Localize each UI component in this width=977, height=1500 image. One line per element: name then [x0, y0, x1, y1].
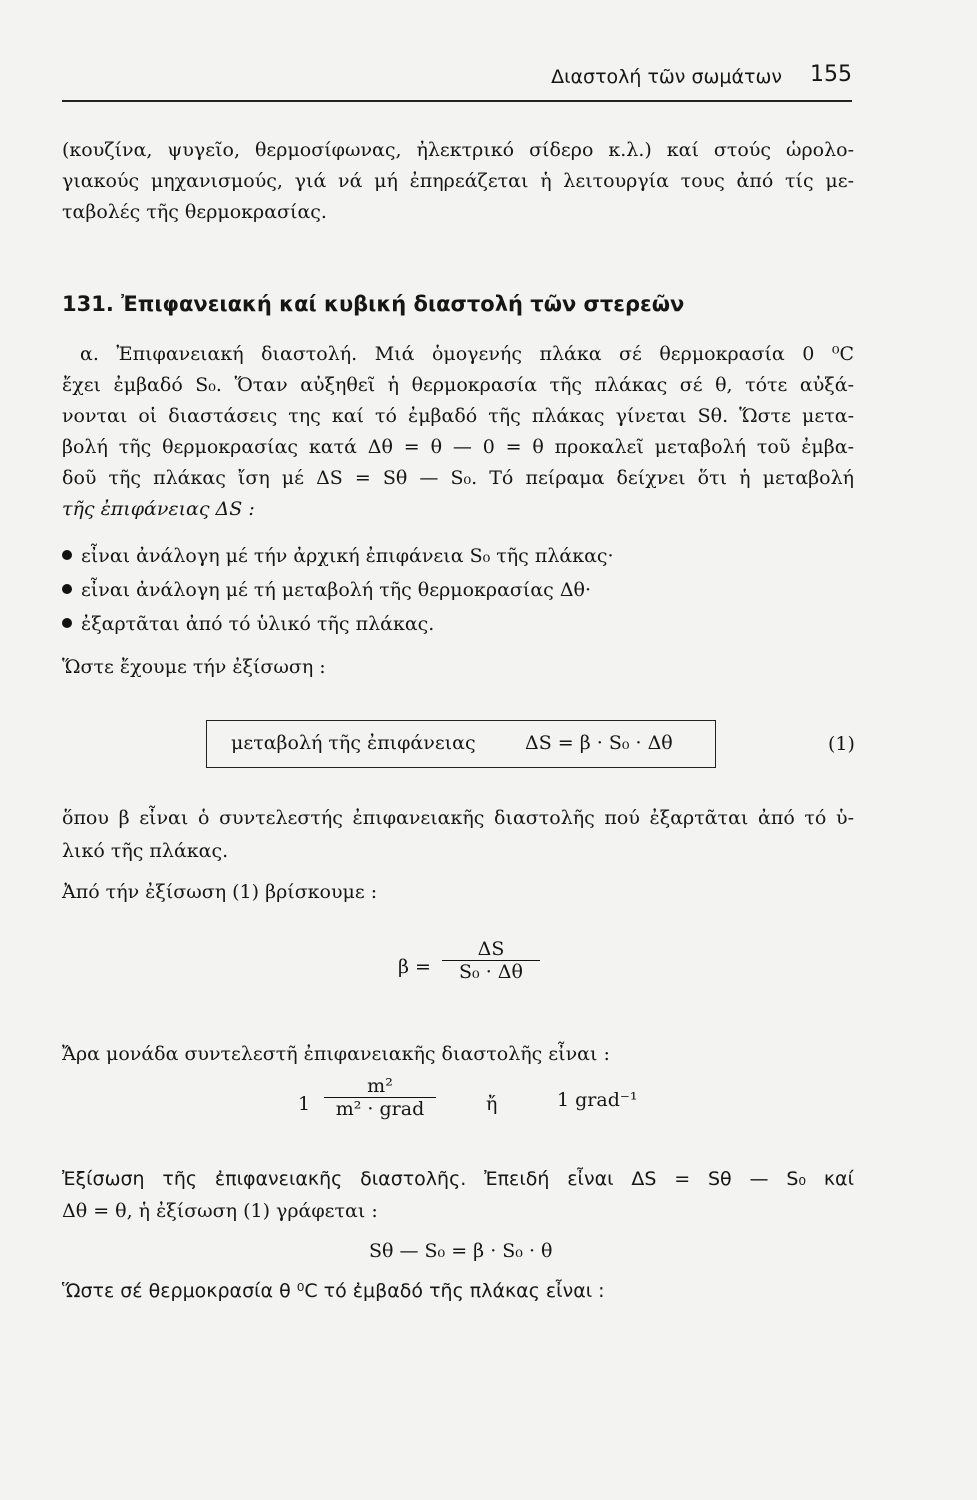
paragraph-line: τῆς ἐπιφάνειας ΔS :	[62, 498, 255, 520]
surface-formula: Sθ — S₀ = β · S₀ · θ	[369, 1240, 553, 1262]
paragraph-line: νονται οἱ διαστάσεις της καί τό ἐμβαδό τῆς πλάκας γίνεται Sθ. Ὥστε μετα-	[62, 405, 854, 427]
bullet-item	[62, 613, 434, 636]
beta-lhs: β =	[398, 956, 431, 978]
running-title: Διαστολή τῶν σωμάτων	[551, 66, 782, 88]
beta-denominator: S₀ · Δθ	[459, 961, 523, 983]
bullet-item	[62, 545, 614, 568]
paragraph-line: βολή τῆς θερμοκρασίας κατά Δθ = θ — 0 = θ προκαλεῖ μεταβολή τοῦ ἐμβα-	[62, 436, 854, 458]
bullet-text: εἶναι ἀνάλογη μέ τήν ἀρχική ἐπιφάνεια S₀ τῆς πλάκας·	[81, 545, 614, 567]
page-number: 155	[810, 62, 852, 87]
intro-line: γιακούς μηχανισμούς, γιά νά μή ἐπηρεάζεται ἡ λειτουργία τους ἀπό τίς με-	[62, 170, 854, 192]
intro-line: (κουζίνα, ψυγεῖο, θερμοσίφωνας, ἠλεκτρικό σίδερο κ.λ.) καί στούς ὡρολο-	[62, 139, 854, 161]
unit-or: ἤ	[486, 1093, 498, 1115]
bullet-icon	[62, 584, 72, 594]
equation-number: (1)	[828, 733, 855, 755]
page-header	[62, 56, 852, 102]
paragraph-line: ἔχει ἐμβαδό S₀. Ὅταν αὐξηθεῖ ἡ θερμοκρασία τῆς πλάκας σέ θ, τότε αὐξά-	[62, 374, 854, 396]
paragraph-line: Ἐξίσωση τῆς ἐπιφανειακῆς διαστολῆς. Ἐπειδή εἶναι ΔS = Sθ — S₀ καί	[62, 1168, 854, 1190]
equation-intro: Ὥστε ἔχουμε τήν ἐξίσωση :	[62, 656, 326, 678]
paragraph-line: δοῦ τῆς πλάκας ἴση μέ ΔS = Sθ — S₀. Τό πείραμα δείχνει ὅτι ἡ μεταβολή	[62, 467, 854, 489]
unit-alternative: 1 grad⁻¹	[557, 1089, 638, 1111]
beta-fraction	[442, 938, 540, 983]
paragraph-line: Ἄρα μονάδα συντελεστῆ ἐπιφανειακῆς διαστολῆς εἶναι :	[62, 1043, 610, 1065]
section-heading: 131. Ἐπιφανειακή καί κυβική διαστολή τῶν στερεῶν	[62, 292, 685, 316]
unit-one: 1	[298, 1093, 311, 1115]
paragraph-line: Ὥστε σέ θερμοκρασία θ ⁰C τό ἐμβαδό τῆς πλάκας εἶναι :	[62, 1280, 605, 1302]
unit-fraction	[324, 1075, 436, 1120]
bullet-text: ἐξαρτᾶται ἀπό τό ὑλικό τῆς πλάκας.	[81, 613, 435, 635]
bullet-icon	[62, 618, 72, 628]
unit-numerator: m²	[324, 1075, 436, 1098]
subsection-title: α. Ἐπιφανειακή διαστολή. Μιά ὁμογενής πλάκα σέ θερμοκρασία 0 ⁰C	[80, 343, 854, 365]
beta-numerator: ΔS	[442, 938, 540, 961]
paragraph-line: λικό τῆς πλάκας.	[62, 840, 229, 862]
bullet-icon	[62, 550, 72, 560]
paragraph-line: Ἀπό τήν ἐξίσωση (1) βρίσκουμε :	[62, 881, 378, 903]
paragraph-line: Δθ = θ, ἡ ἐξίσωση (1) γράφεται :	[62, 1200, 378, 1222]
bullet-text: εἶναι ἀνάλογη μέ τή μεταβολή τῆς θερμοκρασίας Δθ·	[81, 579, 592, 601]
equation-formula: ΔS = β · S₀ · Δθ	[525, 732, 673, 754]
intro-line: ταβολές τῆς θερμοκρασίας.	[62, 201, 327, 223]
paragraph-line: ὅπου β εἶναι ὁ συντελεστής ἐπιφανειακῆς διαστολῆς πού ἐξαρτᾶται ἀπό τό ὑ-	[62, 807, 854, 829]
unit-denominator: m² · grad	[335, 1098, 425, 1120]
bullet-item	[62, 579, 591, 602]
equation-box	[206, 720, 716, 768]
equation-label: μεταβολή τῆς ἐπιφάνειας	[231, 732, 476, 754]
